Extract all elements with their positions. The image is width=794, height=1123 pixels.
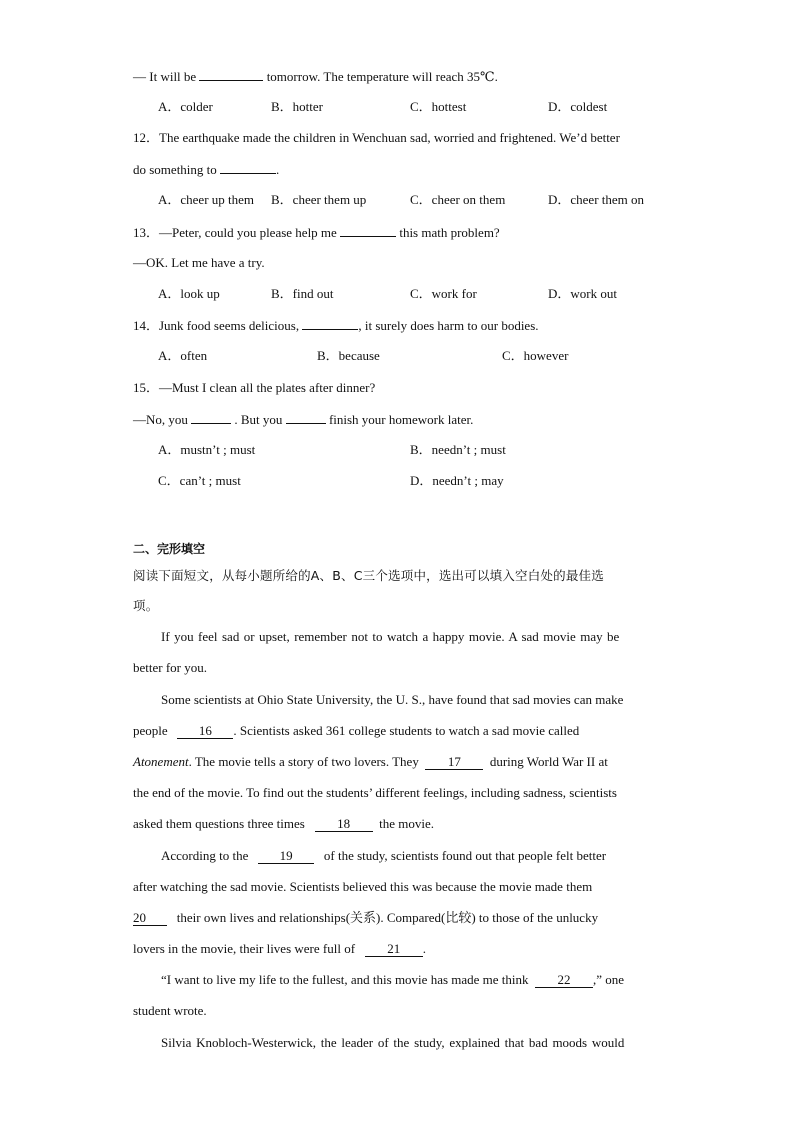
q11-option-b[interactable]: B．hotter (271, 99, 323, 114)
q12-stem-line1: 12．The earthquake made the children in Wenchuan sad, worried and frightened. We’d better (133, 130, 620, 145)
passage-p3-line3 (133, 909, 598, 927)
q11-option-c[interactable]: C．hottest (410, 99, 467, 114)
blank-22[interactable]: 22 (535, 973, 593, 988)
passage-p4-line2: student wrote. (133, 1003, 207, 1018)
passage-p2-line3 (133, 753, 608, 771)
blank-17[interactable]: 17 (425, 755, 483, 770)
q12-stem-line2 (133, 160, 279, 179)
q12-option-b[interactable]: B．cheer them up (271, 192, 367, 207)
passage-text: . (422, 941, 427, 956)
q15-stem: 15．—Must I clean all the plates after dinner? (133, 380, 376, 395)
q12-stem-part1: do something to (133, 162, 217, 177)
blank-21[interactable]: 21 (365, 942, 423, 957)
passage-p4-line1 (161, 971, 624, 989)
passage-text: ,” one (593, 972, 625, 987)
passage-p1-line2: better for you. (133, 660, 208, 675)
q15-blank-2[interactable] (286, 410, 326, 424)
blank-20[interactable]: 20 (133, 911, 167, 926)
passage-p2-line1: Some scientists at Ohio State University, the U. S., have found that sad movies can make (161, 692, 624, 707)
q13-stem-part1: 13．—Peter, could you please help me (133, 225, 337, 240)
q14-option-c[interactable]: C．however (502, 348, 569, 363)
passage-text: . The movie tells a story of two lovers. They (188, 754, 419, 769)
section-instruction-line1: 阅读下面短文，从每小题所给的A、B、C三个选项中，选出可以填入空白处的最佳选 (133, 568, 604, 583)
passage-text: “I want to live my life to the fullest, and this movie has made me think (161, 972, 529, 987)
q12-option-a[interactable]: A．cheer up them (158, 192, 255, 207)
passage-text: during World War II at (489, 754, 608, 769)
blank-18[interactable]: 18 (315, 817, 373, 832)
q13-option-c[interactable]: C．work for (410, 286, 477, 301)
passage-text: asked them questions three times (133, 816, 305, 831)
q15-reply-part1: —No, you (133, 412, 188, 427)
q13-stem (133, 223, 500, 242)
q15-blank-1[interactable] (191, 410, 231, 424)
q14-stem-part1: 14．Junk food seems delicious, (133, 318, 300, 333)
q11-stem-part1: — It will be (133, 69, 197, 84)
q14-stem (133, 316, 539, 335)
q15-reply (133, 410, 473, 429)
q11-option-d[interactable]: D．coldest (548, 99, 608, 114)
q11-stem (133, 67, 498, 86)
q15-option-c[interactable]: C．can’t ; must (158, 473, 241, 488)
passage-text: lovers in the movie, their lives were full of (133, 941, 356, 956)
q15-option-a[interactable]: A．mustn’t ; must (158, 442, 256, 457)
q13-blank[interactable] (340, 223, 396, 237)
q12-blank[interactable] (220, 160, 276, 174)
q12-option-d[interactable]: D．cheer them on (548, 192, 645, 207)
q13-stem-part2: this math problem? (399, 225, 500, 240)
q12-option-c[interactable]: C．cheer on them (410, 192, 506, 207)
blank-16[interactable]: 16 (177, 724, 233, 739)
q13-reply: —OK. Let me have a try. (133, 255, 265, 270)
passage-p3-line4 (133, 940, 426, 958)
passage-text: their own lives and relationships(关系). Compared(比较) to those of the unlucky (176, 910, 599, 925)
q15-reply-part3: finish your homework later. (328, 412, 474, 427)
passage-p3-line1 (161, 847, 606, 865)
q13-option-b[interactable]: B．find out (271, 286, 334, 301)
blank-19[interactable]: 19 (258, 849, 314, 864)
passage-p5-line1: Silvia Knobloch-Westerwick, the leader of the study, explained that bad moods would (161, 1035, 625, 1050)
passage-text: the movie. (379, 816, 434, 831)
passage-p1-line1: If you feel sad or upset, remember not to watch a happy movie. A sad movie may be (161, 629, 620, 644)
q14-stem-part2: , it surely does harm to our bodies. (358, 318, 539, 333)
passage-text: of the study, scientists found out that people felt better (323, 848, 607, 863)
q12-stem-part2: . (276, 162, 280, 177)
q15-option-d[interactable]: D．needn’t ; may (410, 473, 504, 488)
q15-reply-part2: . But you (234, 412, 283, 427)
section-instruction-line2: 项。 (133, 598, 159, 613)
movie-title: Atonement (133, 754, 189, 769)
passage-text: people (133, 723, 168, 738)
q11-stem-part2: tomorrow. The temperature will reach 35℃. (266, 69, 498, 84)
passage-text: According to the (161, 848, 249, 863)
q13-option-a[interactable]: A．look up (158, 286, 220, 301)
passage-p2-line5 (133, 815, 434, 833)
q15-option-b[interactable]: B．needn’t ; must (410, 442, 506, 457)
q14-option-b[interactable]: B．because (317, 348, 380, 363)
q14-blank[interactable] (302, 316, 358, 330)
passage-p2-line2 (133, 722, 579, 740)
q14-option-a[interactable]: A．often (158, 348, 208, 363)
passage-p3-line2: after watching the sad movie. Scientists believed this was because the movie made them (133, 879, 593, 894)
q13-option-d[interactable]: D．work out (548, 286, 617, 301)
q11-blank[interactable] (199, 67, 263, 81)
passage-text: . Scientists asked 361 college students to watch a sad movie called (233, 723, 580, 738)
q11-option-a[interactable]: A．colder (158, 99, 213, 114)
passage-p2-line4: the end of the movie. To find out the students’ different feelings, including sadness, scientists (133, 785, 617, 800)
section-title: 二、完形填空 (133, 542, 206, 556)
